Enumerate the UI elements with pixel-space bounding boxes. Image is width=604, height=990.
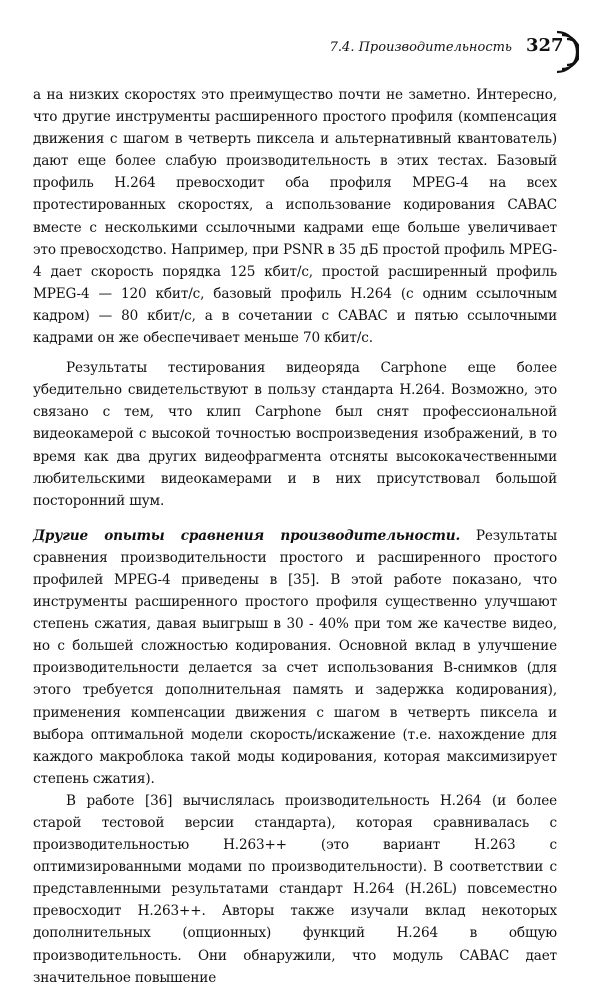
paragraph-2: Результаты тестирования видеоряда Carphone еще более убедительно свидетельствуют в пользу стандарта H.264. Возможно, это связано с тем, что клип Carphone был снят профессиональной видеокамерой с высокой точностью воспроизведения изображений, в то время как два других видеофрагмента отсняты высококачественными любительскими видеокамерами и в них присутствовал большой посторонний шум. bbox=[33, 360, 557, 509]
paragraph-3-text: Результаты сравнения производительности простого и расширенного простого профилей MPEG-4 приведены в [35]. В этой работе показано, что инструменты расширенного простого профиля существенно улучшают степень сжатия, давая выигрыш в 30 - 40% при том же качестве видео, но с большей сложностью кодирования. Основной вклад в улучшение производительности делается за счет использования B-снимков (для этого требуется дополнительная память и задержка кодирования), применения компенсации движения с шагом в четверть пиксела и выбора оптимальной модели скорость/искажение (т.е. нахождение для каждого макроблока такой моды кодирования, которая максимизирует степень сжатия). bbox=[33, 527, 557, 787]
paragraph-4: В работе [36] вычислялась производительность H.264 (и более старой тестовой версии стандарта), которая сравнивалась с производительностью H.263++ (это вариант H.263 с оптимизированными модами по производительности). В соответствии с представленными результатами стандарт H.264 (H.26L) повсеместно превосходит H.263++. Авторы также изучали вклад некоторых дополнительных (опционных) функций H.264 в общую производительность. Они обнаружили, что модуль CABAC дает значительное повышение bbox=[33, 792, 557, 986]
run-in-heading: Другие опыты сравнения производительности. bbox=[33, 527, 461, 544]
paragraph-1: а на низких скоростях это преимущество почти не заметно. Интересно, что другие инструменты расширенного простого профиля (компенсация движения с шагом в четверть пиксела и альтернативный квантователь) дают еще более слабую производительность в этих тестах. Базовый профиль H.264 превосходит оба профиля MPEG-4 на всех протестированных скоростях, а использование кодирования CABAC вместе с несколькими ссылочными кадрами еще больше увеличивает это превосходство. Например, при PSNR в 35 дБ простой профиль MPEG-4 дает скорость порядка 125 кбит/с, простой расширенный профиль MPEG-4 — 120 кбит/с, базовый профиль H.264 (с одним ссылочным кадром) — 80 кбит/с, а в сочетании с CABAC и пятью ссылочными кадрами он же обеспечивает меньше 70 кбит/с. bbox=[33, 87, 557, 347]
section-title: 7.4. Производительность bbox=[329, 40, 512, 55]
body-text bbox=[33, 84, 557, 989]
running-head bbox=[0, 30, 604, 70]
paragraph-3 bbox=[33, 525, 557, 790]
page-corner-arc-icon bbox=[553, 30, 579, 74]
page-number: 327 bbox=[526, 35, 564, 56]
